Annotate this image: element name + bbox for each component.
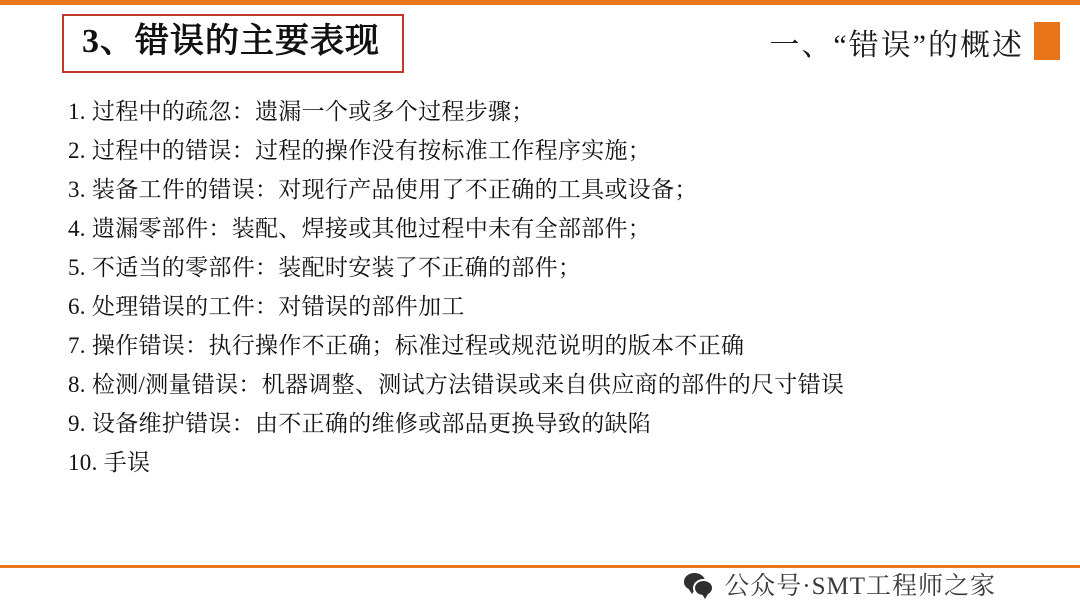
content-list	[68, 100, 1028, 490]
list-item: 7. 操作错误：执行操作不正确；标准过程或规范说明的版本不正确	[68, 333, 745, 358]
watermark	[684, 566, 996, 602]
list-item: 9. 设备维护错误：由不正确的维修或部品更换导致的缺陷	[68, 411, 652, 436]
list-item: 6. 处理错误的工件：对错误的部件加工	[68, 294, 465, 319]
top-accent-rule	[0, 0, 1080, 5]
list-item: 8. 检测/测量错误：机器调整、测试方法错误或来自供应商的部件的尺寸错误	[68, 372, 845, 397]
list-item: 4. 遗漏零部件：装配、焊接或其他过程中未有全部部件；	[68, 216, 652, 241]
list-item: 5. 不适当的零部件：装配时安装了不正确的部件；	[68, 255, 582, 280]
watermark-text: 公众号·SMT工程师之家	[724, 573, 996, 600]
wechat-icon	[684, 571, 714, 597]
section-accent-block	[1034, 22, 1060, 60]
list-item: 1. 过程中的疏忽：遗漏一个或多个过程步骤；	[68, 99, 535, 124]
slide-heading-box	[62, 14, 404, 73]
section-title: 一、“错误”的概述	[769, 29, 1024, 62]
list-item: 2. 过程中的错误：过程的操作没有按标准工作程序实施；	[68, 138, 652, 163]
page-title: 3、错误的主要表现	[82, 23, 380, 60]
list-item: 10. 手误	[68, 450, 151, 475]
list-item: 3. 装备工件的错误：对现行产品使用了不正确的工具或设备；	[68, 177, 698, 202]
footer-bar	[0, 568, 1080, 608]
